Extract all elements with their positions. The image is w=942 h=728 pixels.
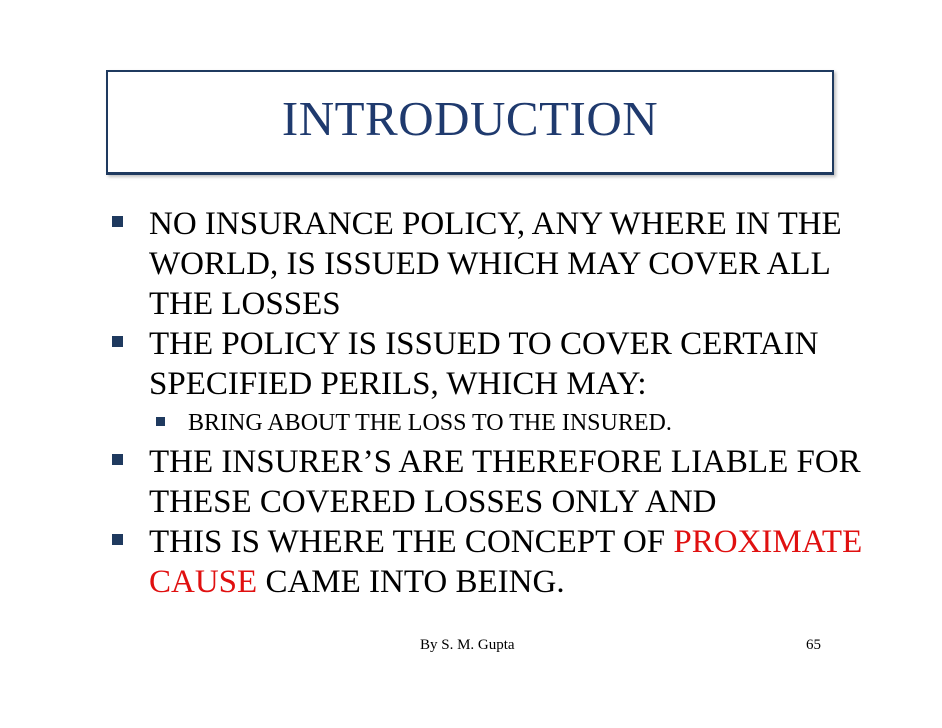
square-bullet-icon	[112, 336, 123, 347]
bullet-list	[112, 204, 872, 602]
bullet-text: THE INSURER’S ARE THEREFORE LIABLE FOR THESE COVERED LOSSES ONLY AND	[149, 444, 861, 520]
bullet-text-before: THIS IS WHERE THE CONCEPT OF	[149, 524, 674, 560]
square-bullet-icon	[112, 454, 123, 465]
slide-title: INTRODUCTION	[281, 91, 659, 146]
footer-author: By S. M. Gupta	[420, 637, 515, 653]
bullet-item	[112, 522, 872, 602]
title-box	[106, 70, 834, 175]
square-bullet-icon	[112, 534, 123, 545]
square-bullet-icon	[156, 417, 165, 426]
sub-bullet-text: BRING ABOUT THE LOSS TO THE INSURED.	[188, 410, 672, 436]
bullet-item	[112, 204, 872, 324]
highlighted-term: PROXIMATE CAUSE	[149, 524, 863, 600]
bullet-item	[112, 442, 872, 522]
sub-bullet-item	[112, 406, 872, 440]
bullet-text: THE POLICY IS ISSUED TO COVER CERTAIN SPECIFIED PERILS, WHICH MAY:	[149, 326, 819, 402]
bullet-item	[112, 324, 872, 404]
bullet-text: NO INSURANCE POLICY, ANY WHERE IN THE WORLD, IS ISSUED WHICH MAY COVER ALL THE LOSSES	[149, 206, 842, 322]
page-number: 65	[806, 637, 821, 653]
square-bullet-icon	[112, 216, 123, 227]
bullet-text-after: CAME INTO BEING.	[257, 564, 565, 600]
